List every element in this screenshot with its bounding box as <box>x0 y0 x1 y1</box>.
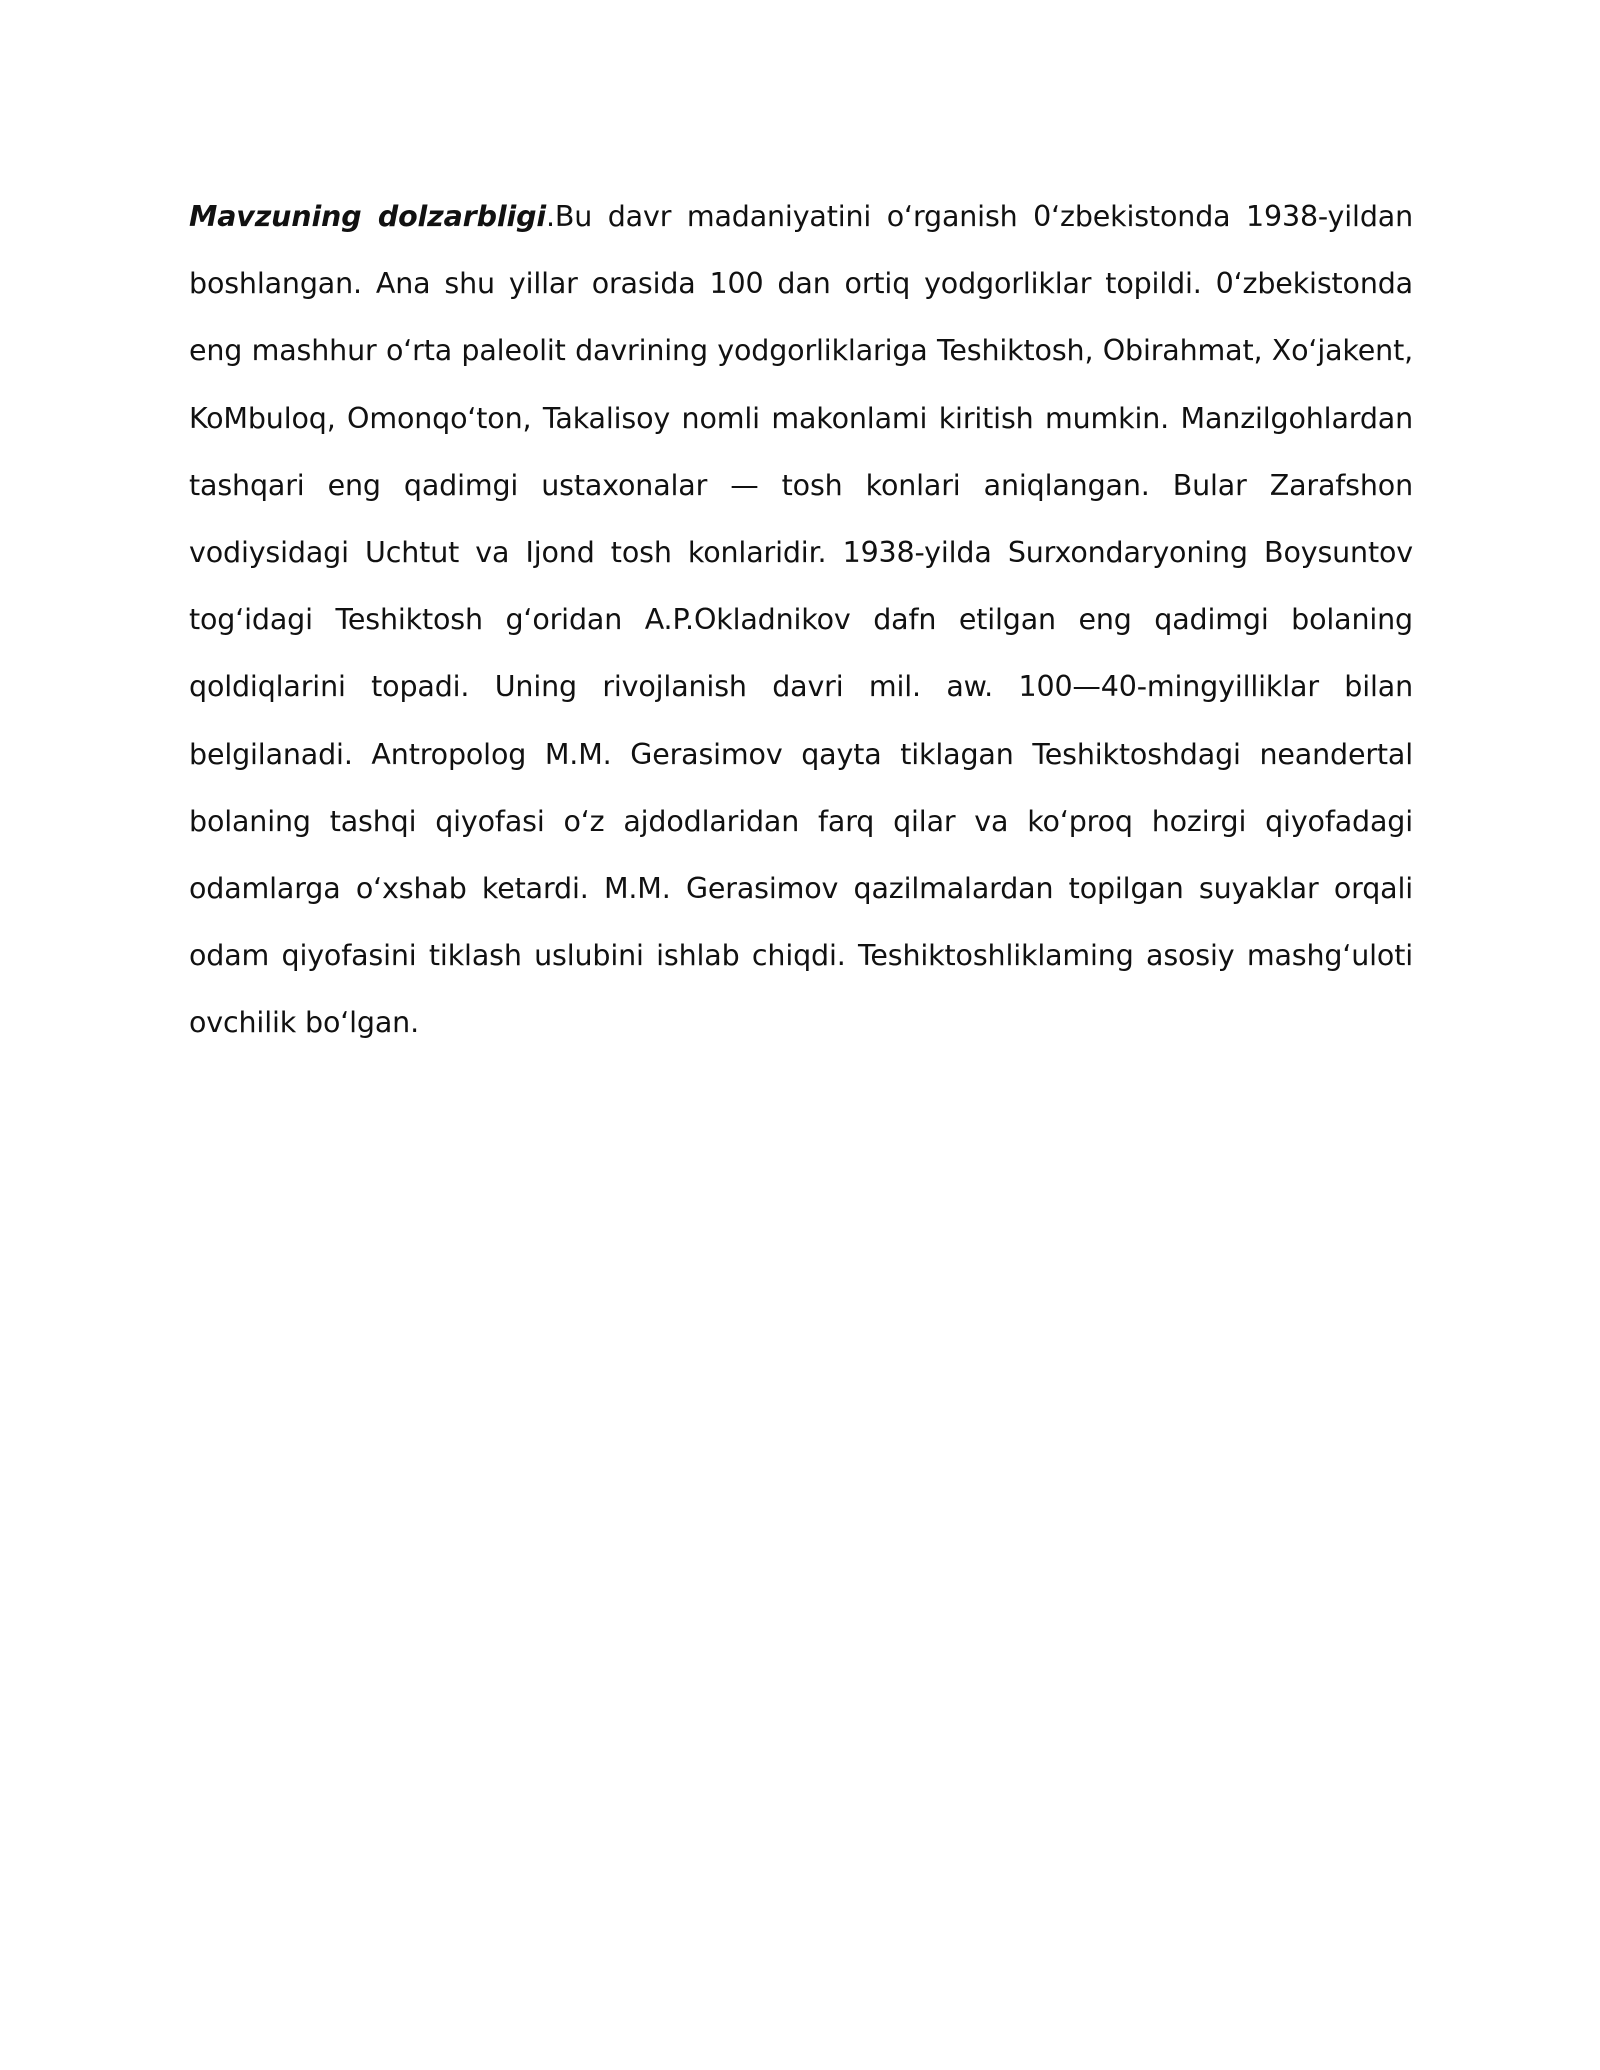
paragraph-text: .Bu davr madaniyatini oʻrganish 0ʻzbekistonda 1938-yildan boshlangan. Ana shu yillar orasida 100 dan ortiq yodgorliklar topildi. 0ʻzbekistonda eng mashhur oʻrta paleolit davrining yodgorliklariga Teshiktosh, Obirahmat, Xoʻjakent, KoMbuloq, Omonqoʻton, Takalisoy nomli makonlami kiritish mumkin. Manzilgohlardan tashqari eng qadimgi ustaxonalar — tosh konlari aniqlangan. Bular Zarafshon vodiysidagi Uchtut va Ijond tosh konlaridir. 1938-yilda Surxondaryoning Boysuntov togʻidagi Teshiktosh gʻoridan A.P.Okladnikov dafn etilgan eng qadimgi bolaning qoldiqlarini topadi. Uning rivojlanish davri mil. aw. 100—40-mingyilliklar bilan belgilanadi. Antropolog M.M. Gerasimov qayta tiklagan Teshiktoshdagi neandertal bolaning tashqi qiyofasi oʻz ajdodlaridan farq qilar va koʻproq hozirgi qiyofadagi odamlarga oʻxshab ketardi. M.M. Gerasimov qazilmalardan topilgan suyaklar orqali odam qiyofasini tiklash uslubini ishlab chiqdi. Teshiktoshliklaming asosiy mashgʻuloti ovchilik boʻlgan. <box>189 200 1413 1040</box>
body-paragraph <box>189 183 1413 1057</box>
section-title: Mavzuning dolzarbligi <box>189 200 546 233</box>
